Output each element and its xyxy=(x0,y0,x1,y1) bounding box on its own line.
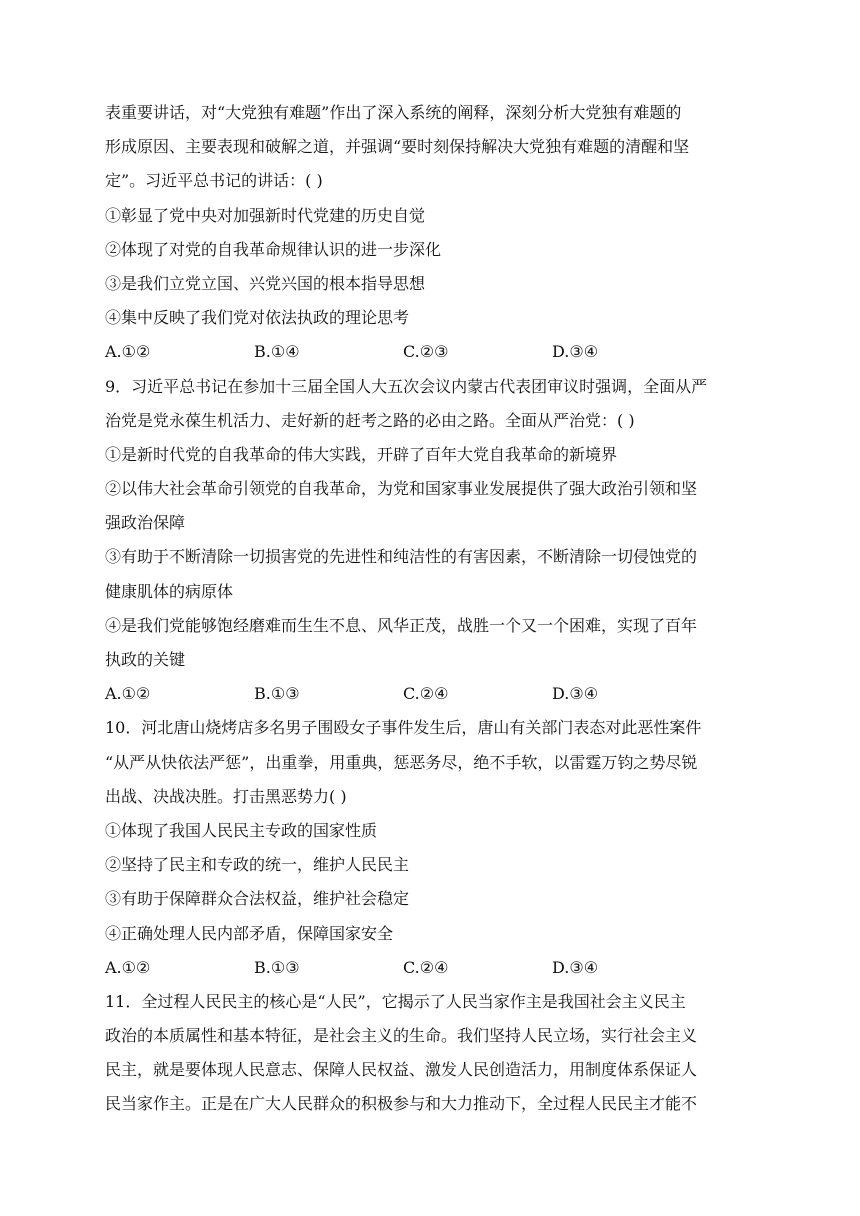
question-8 xyxy=(105,96,755,370)
q10-option-c: C.②④ xyxy=(403,957,449,977)
q8-statement: ④集中反映了我们党对依法执政的理论思考 xyxy=(105,308,410,328)
q9-statement: ①是新时代党的自我革命的伟大实践，开辟了百年大党自我革命的新境界 xyxy=(105,444,618,464)
q9-option-b: B.①③ xyxy=(254,684,300,704)
q11-stem-line: 政治的本质属性和基本特征，是社会主义的生命。我们坚持人民立场，实行社会主义 xyxy=(105,1026,698,1046)
q8-option-a: A.①② xyxy=(105,342,151,362)
q10-option-a: A.①② xyxy=(105,957,151,977)
question-9 xyxy=(105,370,755,712)
q8-options xyxy=(105,335,755,369)
q10-stem-line: “从严从快依法严惩”，出重拳，用重典，惩恶务尽，绝不手软，以雷霆万钧之势尽锐 xyxy=(105,752,698,772)
q9-option-d: D.③④ xyxy=(552,684,599,704)
q10-stem-line: 10．河北唐山烧烤店多名男子围殴女子事件发生后，唐山有关部门表态对此恶性案件 xyxy=(105,718,702,738)
q9-statement: ④是我们党能够饱经磨难而生生不息、风华正茂，战胜一个又一个困难，实现了百年 xyxy=(105,615,698,635)
q9-option-a: A.①② xyxy=(105,684,151,704)
q8-option-d: D.③④ xyxy=(552,342,599,362)
q10-option-b: B.①③ xyxy=(254,957,300,977)
q8-statement: ③是我们立党立国、兴党兴国的根本指导思想 xyxy=(105,273,426,293)
q9-statement: ③有助于不断清除一切损害党的先进性和纯洁性的有害因素，不断清除一切侵蚀党的 xyxy=(105,547,698,567)
q9-statement: ②以伟大社会革命引领党的自我革命，为党和国家事业发展提供了强大政治引领和坚 xyxy=(105,479,698,499)
q10-option-d: D.③④ xyxy=(552,957,599,977)
question-10 xyxy=(105,711,755,985)
q8-stem-line: 表重要讲话，对“大党独有难题”作出了深入系统的阐释，深刻分析大党独有难题的 xyxy=(105,103,682,122)
document-page xyxy=(105,96,755,1122)
q9-statement: 强政治保障 xyxy=(105,513,186,533)
question-11 xyxy=(105,985,755,1122)
q8-stem-line: 形成原因、主要表现和破解之道，并强调“要时刻保持解决大党独有难题的清醒和坚 xyxy=(105,137,690,157)
q10-statement: ①体现了我国人民民主专政的国家性质 xyxy=(105,820,378,840)
q9-option-c: C.②④ xyxy=(403,684,449,704)
q9-statement: 健康肌体的病原体 xyxy=(105,581,234,601)
q11-stem-line: 民主，就是要体现人民意志、保障人民权益、激发人民创造活力，用制度体系保证人 xyxy=(105,1060,698,1080)
q8-option-b: B.①④ xyxy=(254,342,300,362)
q10-statement: ④正确处理人民内部矛盾，保障国家安全 xyxy=(105,923,394,943)
q11-stem-line: 11．全过程人民民主的核心是“人民”，它揭示了人民当家作主是我国社会主义民主 xyxy=(105,991,686,1011)
q9-stem-line: 治党是党永葆生机活力、走好新的赶考之路的必由之路。全面从严治党：( ) xyxy=(105,410,635,430)
q8-option-c: C.②③ xyxy=(403,342,449,362)
q11-stem-line: 民当家作主。正是在广大人民群众的积极参与和大力推动下，全过程人民民主才能不 xyxy=(105,1094,698,1114)
q9-stem-line: 9．习近平总书记在参加十三届全国人大五次会议内蒙古代表团审议时强调，全面从严 xyxy=(105,376,708,396)
q10-statement: ③有助于保障群众合法权益，维护社会稳定 xyxy=(105,889,410,909)
q9-statement: 执政的关键 xyxy=(105,650,186,669)
q8-statement: ①彰显了党中央对加强新时代党建的历史自觉 xyxy=(105,205,426,225)
q9-options xyxy=(105,677,755,711)
q8-statement: ②体现了对党的自我革命规律认识的进一步深化 xyxy=(105,239,442,259)
q10-statement: ②坚持了民主和专政的统一，维护人民民主 xyxy=(105,855,410,875)
q10-stem-line: 出战、决战决胜。打击黑恶势力( ) xyxy=(105,786,347,806)
q8-stem-line: 定”。习近平总书记的讲话：( ) xyxy=(105,171,323,191)
q10-options xyxy=(105,951,755,985)
